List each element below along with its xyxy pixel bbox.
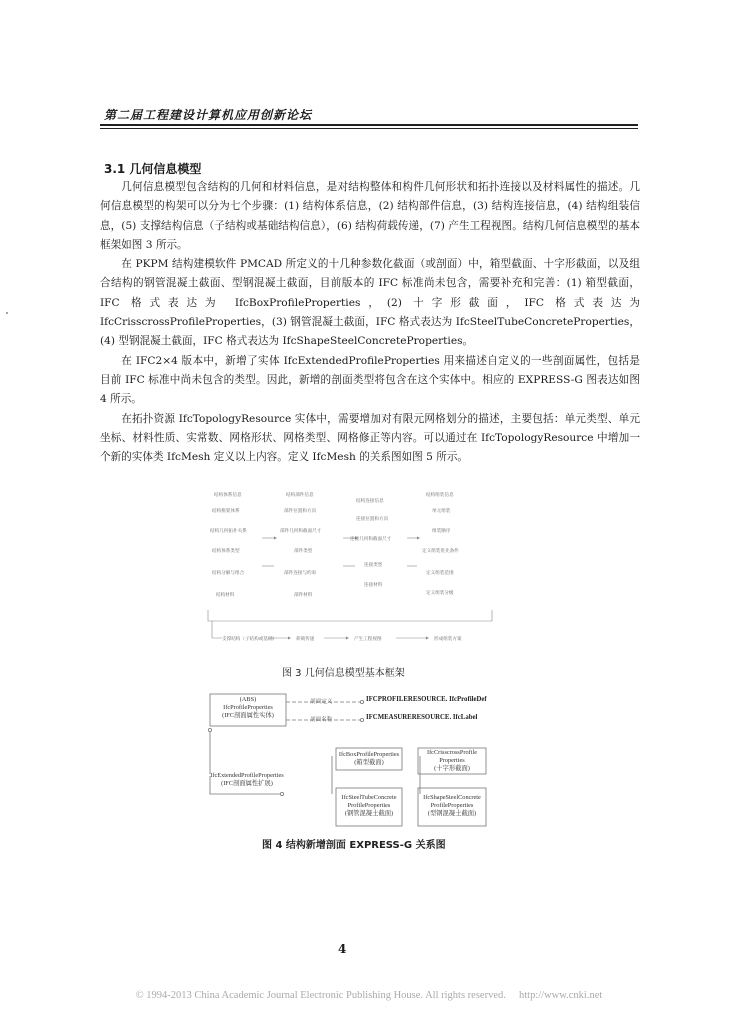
fig3-item: 部件几何和截面尺寸: [280, 529, 322, 534]
header-rule-thick: [100, 124, 638, 126]
fig4-subtype-line: IfcShapeSteelConcrete: [423, 794, 481, 801]
fig4-subtype-line: ProfileProperties: [347, 802, 391, 809]
footer: [0, 990, 738, 1001]
fig3-item: 部件类型: [294, 549, 313, 554]
figure-3-diagram: [200, 486, 500, 656]
fig3-item: 部件位置和方向: [284, 509, 317, 514]
figure-3-connectors: [200, 486, 500, 656]
fig3-item: 组装顺序: [432, 529, 451, 534]
page-number: 4: [338, 942, 347, 956]
fig3-item: 连接类型: [364, 563, 383, 568]
figure-3-caption: 图 3 几何信息模型基本框架: [282, 668, 405, 679]
fig4-extended-entity: IfcExtendedProfileProperties: [210, 772, 284, 779]
fig4-subtype-box: [336, 794, 402, 818]
fig4-subtype-line: IfcCrisscrossProfile: [426, 749, 477, 756]
body-text: [100, 178, 640, 467]
fig3-flow-step: 形成组装方案: [434, 637, 462, 642]
fig4-subtype-line: Properties: [439, 757, 465, 764]
paragraph: 几何信息模型包含结构的几何和材料信息，是对结构整体和构件几何形状和拓扑连接以及材料属性的描述。几何信息模型的构架可以分为七个步骤：(1) 结构体系信息，(2) 结构部件信息，(3) 结构连接信息，(4) 结构组装信息，(5) 支撑结构信息（子结构或基础结构信息），(6) 结构荷载传递，(7) 产生工程视图。结构几何信息模型的基本框架如图 3 所示。: [100, 181, 640, 251]
fig4-subtype-line: (箱型截面): [354, 759, 384, 766]
fig4-ref-entity: IFCMEASURERESOURCE. IfcLabel: [366, 714, 478, 721]
fig4-abs-label: (ABS): [239, 696, 257, 703]
fig3-flow-step: 荷载传递: [296, 637, 315, 642]
fig3-column-header: 结构部件信息: [286, 493, 314, 498]
fig4-subtype-line: (十字形截面): [434, 765, 470, 772]
fig4-abs-entity: IfcProfileProperties: [223, 704, 273, 711]
fig4-extended-box: [202, 772, 292, 788]
fig3-item: 定义组装分级: [426, 591, 454, 596]
fig4-subtype-box: [418, 749, 486, 773]
fig3-flow-step: 产生工程视图: [354, 637, 382, 642]
figure-4-diagram: [200, 684, 500, 834]
fig4-subtype-line: (钢管混凝土截面): [344, 810, 394, 817]
fig4-abs-desc: (IFC剖面属性实体): [222, 712, 274, 719]
fig3-flow-step: 支撑结构（子结构或基础）: [222, 637, 278, 642]
fig3-item: 结构几何拓扑关系: [210, 529, 247, 534]
fig3-column-header: 结构连接信息: [356, 499, 384, 504]
fig3-column-header: 结构组装信息: [426, 493, 454, 498]
fig3-item: 单元组装: [432, 509, 451, 514]
paragraph: 在拓扑资源 IfcTopologyResource 实体中，需要增加对有限元网格划分的描述，主要包括：单元类型、单元坐标、材料性质、实常数、网格形状、网格类型、网格修正等内容。可以通过在 IfcTopologyResource 中增加一个新的实体类 IfcMesh 定义以上内容。定义 IfcMesh 的关系图如图 5 所示。: [100, 412, 640, 464]
fig3-item: 连接材料: [364, 583, 383, 588]
fig4-ref-entity: IFCPROFILERESOURCE. IfcProfileDef: [366, 696, 487, 703]
paragraph: 在 IFC2×4 版本中，新增了实体 IfcExtendedProfileProperties 用来描述自定义的一些剖面属性，包括是目前 IFC 标准中尚未包含的类型。因此，新增的剖面类型将包含在这个实体中。相应的 EXPRESS-G 图表达如图 4 所示。: [100, 354, 640, 406]
fig3-item: 部件连接与约束: [284, 571, 317, 576]
fig3-item: 部件材料: [294, 593, 313, 598]
fig3-item: 连接几何和截面尺寸: [350, 537, 392, 542]
fig3-item: 结构框架体系: [212, 509, 240, 514]
footer-copyright: © 1994-2013 China Academic Journal Electronic Publishing House. All rights reserved.: [135, 990, 506, 1001]
header-rule-thin: [100, 128, 638, 129]
fig3-item: 结构材料: [216, 593, 235, 598]
fig4-subtype-line: ProfileProperties: [430, 802, 474, 809]
fig4-relation-label: 剖面定义: [310, 699, 333, 705]
figure-4-caption: 图 4 结构新增剖面 EXPRESS-G 关系图: [262, 840, 446, 851]
fig4-subtype-box: [336, 751, 402, 767]
fig4-subtype-line: IfcSteelTubeConcrete: [341, 794, 397, 801]
fig3-item: 定义组装优先条件: [422, 549, 459, 554]
fig3-item: 结构分解与组合: [212, 571, 245, 576]
footer-url[interactable]: http://www.cnki.net: [518, 990, 603, 1001]
fig4-abs-box: [210, 696, 286, 720]
running-head: 第二届工程建设计算机应用创新论坛: [104, 108, 313, 122]
fig4-relation-label: 剖面名称: [310, 717, 333, 723]
fig3-item: 结构体系类型: [212, 549, 240, 554]
fig3-item: 定义组装范围: [426, 571, 454, 576]
fig4-subtype-box: [418, 794, 486, 818]
section-title: 3.1 几何信息模型: [104, 162, 202, 176]
paragraph: 在 PKPM 结构建模软件 PMCAD 所定义的十几种参数化截面（或剖面）中，箱型截面、十字形截面，以及组合结构的钢管混凝土截面、型钢混凝土截面，目前版本的 IFC 标准尚未包含，需要补充和完善：(1) 箱型截面，IFC 格式表达为 IfcBoxProfileProperties，(2) 十字形截面，IFC 格式表达为 IfcCrisscrossProfileProperties，(3) 钢管混凝土截面，IFC 格式表达为 IfcSteelTubeConcreteProperties，(4) 型钢混凝土截面，IFC 格式表达为 IfcShapeSteelConcreteProperties。: [100, 258, 640, 348]
scan-speck: [6, 312, 8, 314]
fig3-column-header: 结构体系信息: [214, 493, 242, 498]
fig3-item: 连接位置和方向: [356, 517, 389, 522]
fig4-extended-desc: (IFC剖面属性扩展): [221, 780, 273, 787]
fig4-subtype-line: (型钢混凝土截面): [427, 810, 477, 817]
fig4-subtype-line: IfcBoxProfileProperties: [338, 751, 400, 758]
